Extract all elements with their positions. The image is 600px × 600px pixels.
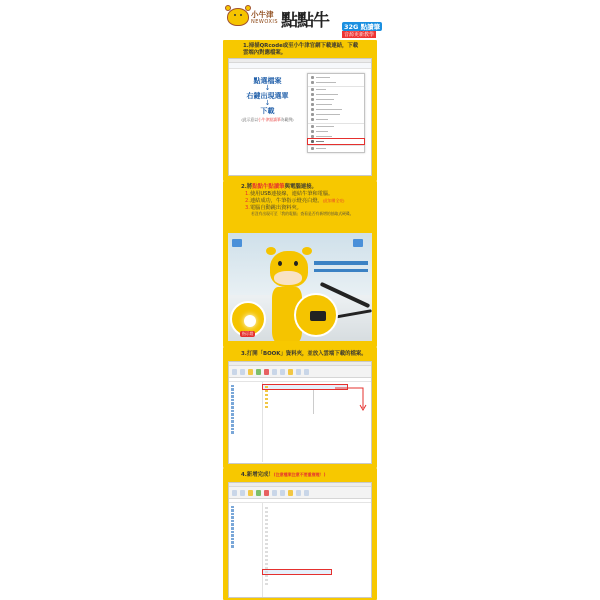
explorer-file-list: [263, 503, 371, 597]
overlay-download: 下載: [260, 107, 275, 116]
usb-port-zoom: [294, 293, 338, 337]
step3-title: 3.打開「BOOK」資料夾，並放入雲端下載的檔案。: [241, 351, 367, 357]
folder-icon: [353, 239, 363, 247]
step4-title: 4.新增完成！(注意檔案注意不要重複喔！): [241, 472, 326, 478]
overlay-select-file: 點選檔案: [253, 77, 282, 85]
explorer-ribbon: [229, 366, 371, 378]
step4-explorer-screenshot: [228, 482, 372, 598]
overlay-right-click: 右鍵出現選單: [246, 92, 289, 101]
explorer-file-list: [263, 382, 371, 462]
brand-english: NEWOXIS: [251, 19, 279, 25]
step1-overlay: [231, 71, 304, 149]
step2-photo: [228, 233, 372, 341]
cow-logo-icon: [227, 8, 249, 26]
update-tutorial-badge: 音源更新教學: [344, 32, 375, 38]
instruction-sheet: [215, 0, 385, 600]
capacity-badge: 32G 點讀筆: [344, 23, 381, 31]
explorer-ribbon: [229, 487, 371, 499]
step4-panel: [223, 468, 377, 600]
overlay-note: (此示意以小牛津點讀筆為範例): [241, 117, 294, 123]
step1-panel: [223, 40, 377, 181]
step2-item2: 2.連結成功，牛筆指示燈亮白燈。(此如備全亮): [245, 197, 345, 204]
step2-item1: 1.使用USB連接線，連結牛筆和電腦。: [245, 190, 334, 197]
product-title: 點點牛: [281, 11, 329, 31]
step2-item3: 3.電腦自動跳出資料夾。: [245, 204, 302, 211]
step3-panel: [223, 347, 377, 468]
explorer-tree: [229, 503, 263, 597]
context-menu: [307, 73, 365, 153]
down-arrow-icon: ↓: [264, 84, 271, 93]
explorer-tree: [229, 382, 263, 462]
step1-title: 1.掃描QRcode或至小牛津官網下載連結，下載 雲端內對應檔案。: [243, 43, 359, 56]
brand-name: 小牛津: [251, 10, 274, 19]
header: [215, 2, 385, 40]
folder-icon: [232, 239, 242, 247]
pointer-arrow-icon: [333, 386, 373, 416]
cow-muzzle: [274, 271, 302, 285]
indicator-label: 指示燈: [242, 331, 254, 336]
step3-explorer-screenshot: [228, 361, 372, 464]
down-arrow-icon: ↓: [264, 99, 271, 108]
step2-panel: [223, 181, 377, 347]
step2-note: 若沒有出現可至「我的電腦」查看是否有新增的抽取式硬碟。: [251, 210, 354, 216]
step1-screenshot: [228, 58, 372, 176]
download-menu-item[interactable]: [308, 139, 364, 144]
step2-title: 2.將點點牛點讀筆與電腦連接。: [241, 184, 317, 190]
